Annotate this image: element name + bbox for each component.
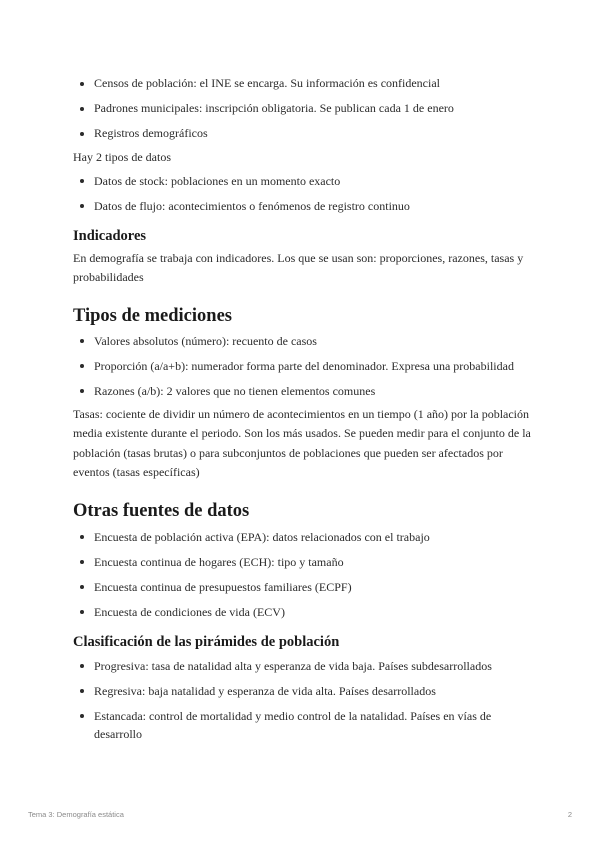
list-item: Datos de stock: poblaciones en un momento exacto xyxy=(73,172,533,190)
list-item: Encuesta de condiciones de vida (ECV) xyxy=(73,603,533,621)
document-page xyxy=(73,70,533,750)
otras-fuentes-list xyxy=(73,528,533,621)
list-item: Encuesta continua de presupuestos familiares (ECPF) xyxy=(73,578,533,596)
list-item: Registros demográficos xyxy=(73,124,533,142)
indicadores-text: En demografía se trabaja con indicadores. Los que se usan son: proporciones, razones, tasas y probabilidades xyxy=(73,250,524,284)
page-number: 2 xyxy=(567,810,572,819)
data-types-intro: Hay 2 tipos de datos xyxy=(73,150,171,164)
list-item: Censos de población: el INE se encarga. Su información es confidencial xyxy=(73,74,533,92)
list-item: Padrones municipales: inscripción obligatoria. Se publican cada 1 de enero xyxy=(73,99,533,117)
tasas-text: Tasas: cociente de dividir un número de acontecimientos en un tiempo (1 año) por la población media existente durante el periodo. Son los más usados. Se pueden medir para el conjunto de la población (tasas brutas) o para subconjuntos de poblaciones que pueden ser afectados por eventos (tasas específicas) xyxy=(73,406,531,479)
list-item: Proporción (a/a+b): numerador forma parte del denominador. Expresa una probabilidad xyxy=(73,357,533,375)
list-item: Valores absolutos (número): recuento de casos xyxy=(73,332,533,350)
data-types-list xyxy=(73,172,533,215)
list-item: Datos de flujo: acontecimientos o fenómenos de registro continuo xyxy=(73,197,533,215)
heading-piramides: Clasificación de las pirámides de población xyxy=(73,633,340,650)
piramides-list xyxy=(73,657,533,743)
heading-indicadores: Indicadores xyxy=(73,227,147,244)
list-item: Regresiva: baja natalidad y esperanza de vida alta. Países desarrollados xyxy=(73,682,533,700)
list-item: Encuesta de población activa (EPA): datos relacionados con el trabajo xyxy=(73,528,533,546)
sources-list xyxy=(73,74,533,142)
page-footer xyxy=(28,810,572,822)
list-item: Estancada: control de mortalidad y medio control de la natalidad. Países en vías de desarrollo xyxy=(73,707,533,743)
heading-tipos-mediciones: Tipos de mediciones xyxy=(73,305,232,326)
list-item: Encuesta continua de hogares (ECH): tipo y tamaño xyxy=(73,553,533,571)
heading-otras-fuentes: Otras fuentes de datos xyxy=(73,500,250,521)
list-item: Progresiva: tasa de natalidad alta y esperanza de vida baja. Países subdesarrollados xyxy=(73,657,533,675)
list-item: Razones (a/b): 2 valores que no tienen elementos comunes xyxy=(73,382,533,400)
mediciones-list xyxy=(73,332,533,400)
footer-title: Tema 3: Demografía estática xyxy=(28,810,124,819)
